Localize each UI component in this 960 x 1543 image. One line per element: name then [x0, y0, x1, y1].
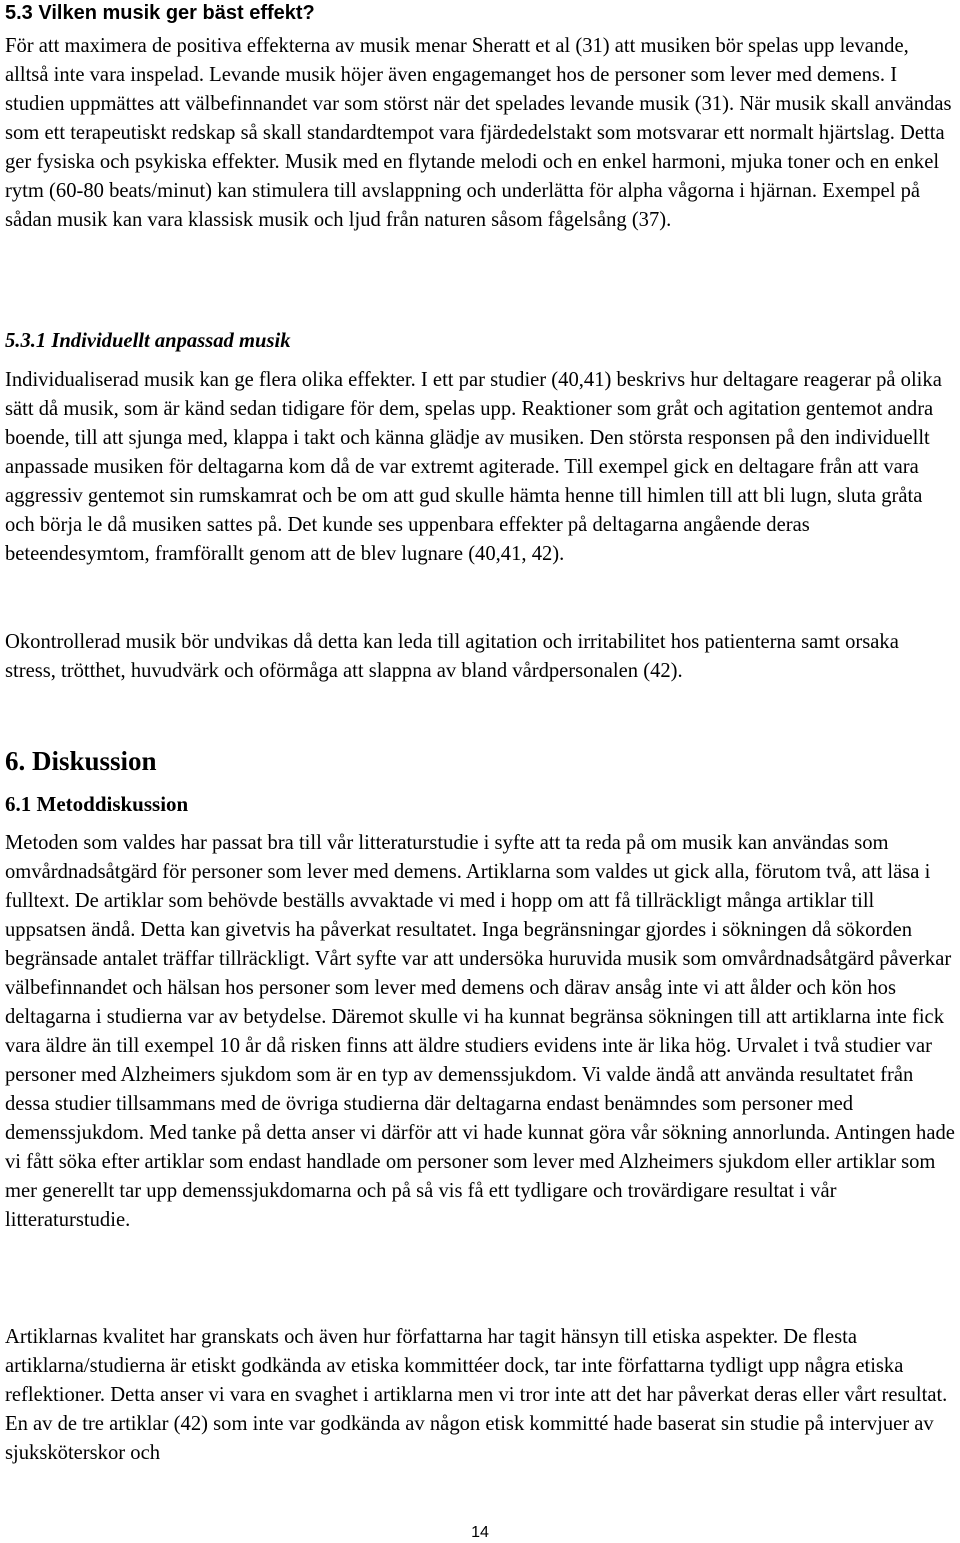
section-6-1-paragraph-2: Artiklarnas kvalitet har granskats och även hur författarna har tagit hänsyn till etiska aspekter. De flesta artiklarna/studierna är etiskt godkända av etiska kommittéer dock, tar inte författarna tydligt upp några etiska reflektioner. Detta anser vi vara en svaghet i artiklarna men vi tror inte att det har påverkat deras eller vårt resultat. En av de tre artiklar (42) som inte var godkända av någon etisk kommitté hade baserat sin studie på intervjuer av sjuksköterskor och — [5, 1326, 948, 1464]
section-5-3-paragraph: För att maximera de positiva effekterna av musik menar Sheratt et al (31) att musiken bör spelas upp levande, alltså inte vara inspelad. Levande musik höjer även engagemanget hos de personer som lever med demens. I studien uppmättes att välbefinnandet var som störst när det spelades levande musik (31). När musik skall användas som ett terapeutiskt redskap så skall standardtempot vara fjärdedelstakt som motsvarar ett normalt hjärtslag. Detta ger fysiska och psykiska effekter. Musik med en flytande melodi och en enkel harmoni, mjuka toner och en enkel rytm (60-80 beats/minut) kan stimulera till avslappning och underlätta för alpha vågorna i hjärnan. Exempel på sådan musik kan vara klassisk musik och ljud från naturen såsom fågelsång (37). — [5, 35, 952, 231]
section-heading-6: 6. Diskussion — [5, 746, 157, 776]
section-5-3-1-paragraph-2: Okontrollerad musik bör undvikas då detta kan leda till agitation och irritabilitet hos patienterna samt orsaka stress, trötthet, huvudvärk och oförmåga att slappna av bland vårdpersonalen (42). — [5, 631, 899, 682]
section-heading-5-3-1: 5.3.1 Individuellt anpassad musik — [5, 330, 291, 352]
section-heading-5-3: 5.3 Vilken musik ger bäst effekt? — [5, 2, 315, 24]
section-heading-6-1: 6.1 Metoddiskussion — [5, 792, 189, 816]
section-5-3-1-paragraph-1: Individualiserad musik kan ge flera olika effekter. I ett par studier (40,41) beskrivs hur deltagare reagerar på olika sätt då musik, som är känd sedan tidigare för dem, spelas upp. Reaktioner som gråt och agitation gentemot andra boende, till att sjunga med, klappa i takt och känna glädje av musiken. Den största responsen på den individuellt anpassade musiken för deltagarna kom då de var extremt agiterade. Till exempel gick en deltagare från att vara aggressiv gentemot sin rumskamrat och be om att gud skulle hämta henne till himlen till att bli lugn, sluta gråta och börja le då musiken sattes på. Det kunde ses uppenbara effekter på deltagarna angående deras beteendesymtom, framförallt genom att de blev lugnare (40,41, 42). — [5, 369, 942, 565]
page-number: 14 — [471, 1524, 489, 1541]
section-6-1-paragraph-1: Metoden som valdes har passat bra till vår litteraturstudie i syfte att ta reda på om musik kan användas som omvårdnadsåtgärd för personer som lever med demens. Artiklarna som valdes ut gick alla, förutom två, att läsa i fulltext. De artiklar som behövde beställs avvaktade vi med i hopp om att få tillräckligt många artiklar till uppsatsen ändå. Detta kan givetvis ha påverkat resultatet. Inga begränsningar gjordes i sökningen då sökorden begränsade antalet träffar tillräckligt. Vårt syfte var att undersöka huruvida musik som omvårdnadsåtgärd påverkar välbefinnandet och hälsan hos personer som lever med demens och därav ansåg inte vi att ålder och kön hos deltagarna i studierna var av betydelse. Däremot skulle vi ha kunnat begränsa sökningen till att artiklarna inte fick vara äldre än till exempel 10 år då risken finns att äldre studiers evidens inte är lika hög. Urvalet i två studier var personer med Alzheimers sjukdom som är en typ av demenssjukdom. Vi valde ändå att använda resultatet från dessa studier tillsammans med de övriga studierna där deltagarna endast benämndes som personer med demenssjukdom. Med tanke på detta anser vi därför att vi hade kunnat göra vår sökning annorlunda. Antingen hade vi fått söka efter artiklar som endast handlade om personer som lever med Alzheimers sjukdom eller artiklar som mer generellt tar upp demenssjukdomarna och på så vis få ett tydligare och trovärdigare resultat i vår litteraturstudie. — [5, 832, 955, 1231]
